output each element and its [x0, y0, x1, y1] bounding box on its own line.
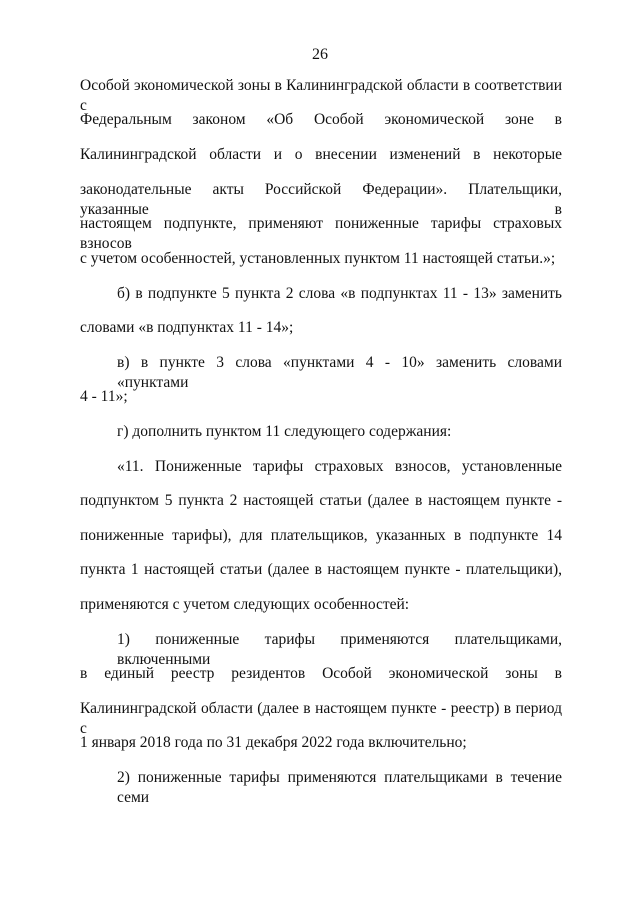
text-line: настоящем подпункте, применяют пониженные тарифы страховых взносов	[80, 215, 562, 252]
text-line: применяются с учетом следующих особенностей:	[80, 596, 410, 613]
text-line: в единый реестр резидентов Особой экономической зоны в	[80, 665, 562, 682]
text-line: Федеральным законом «Об Особой экономической зоне в	[80, 111, 562, 128]
text-line: пункта 1 настоящей статьи (далее в настоящем пункте - плательщики),	[80, 561, 562, 578]
text-line: Особой экономической зоны в Калининградской области в соответствии с	[80, 77, 562, 114]
text-line: 2) пониженные тарифы применяются плательщиками в течение семи	[117, 769, 562, 806]
text-line: Калининградской области (далее в настоящем пункте - реестр) в период с	[80, 700, 562, 737]
text-line: законодательные акты Российской Федерации». Плательщики, указанные в	[80, 181, 562, 218]
text-line: с учетом особенностей, установленных пунктом 11 настоящей статьи.»;	[80, 250, 556, 267]
text-line: 4 - 11»;	[80, 388, 128, 405]
text-line: пониженные тарифы), для плательщиков, указанных в подпункте 14	[80, 527, 562, 544]
text-line: Калининградской области и о внесении изменений в некоторые	[80, 146, 562, 163]
text-line: подпунктом 5 пункта 2 настоящей статьи (далее в настоящем пункте -	[80, 492, 562, 509]
text-line: 1 января 2018 года по 31 декабря 2022 года включительно;	[80, 734, 467, 751]
text-line: в) в пункте 3 слова «пунктами 4 - 10» заменить словами «пунктами	[117, 354, 562, 391]
text-line: г) дополнить пунктом 11 следующего содержания:	[117, 423, 452, 440]
text-line: «11. Пониженные тарифы страховых взносов, установленные	[117, 458, 562, 475]
page-number: 26	[312, 46, 328, 63]
text-line: словами «в подпунктах 11 - 14»;	[80, 319, 294, 336]
text-line: 1) пониженные тарифы применяются плательщиками, включенными	[117, 631, 562, 668]
text-line: б) в подпункте 5 пункта 2 слова «в подпунктах 11 - 13» заменить	[117, 285, 562, 302]
